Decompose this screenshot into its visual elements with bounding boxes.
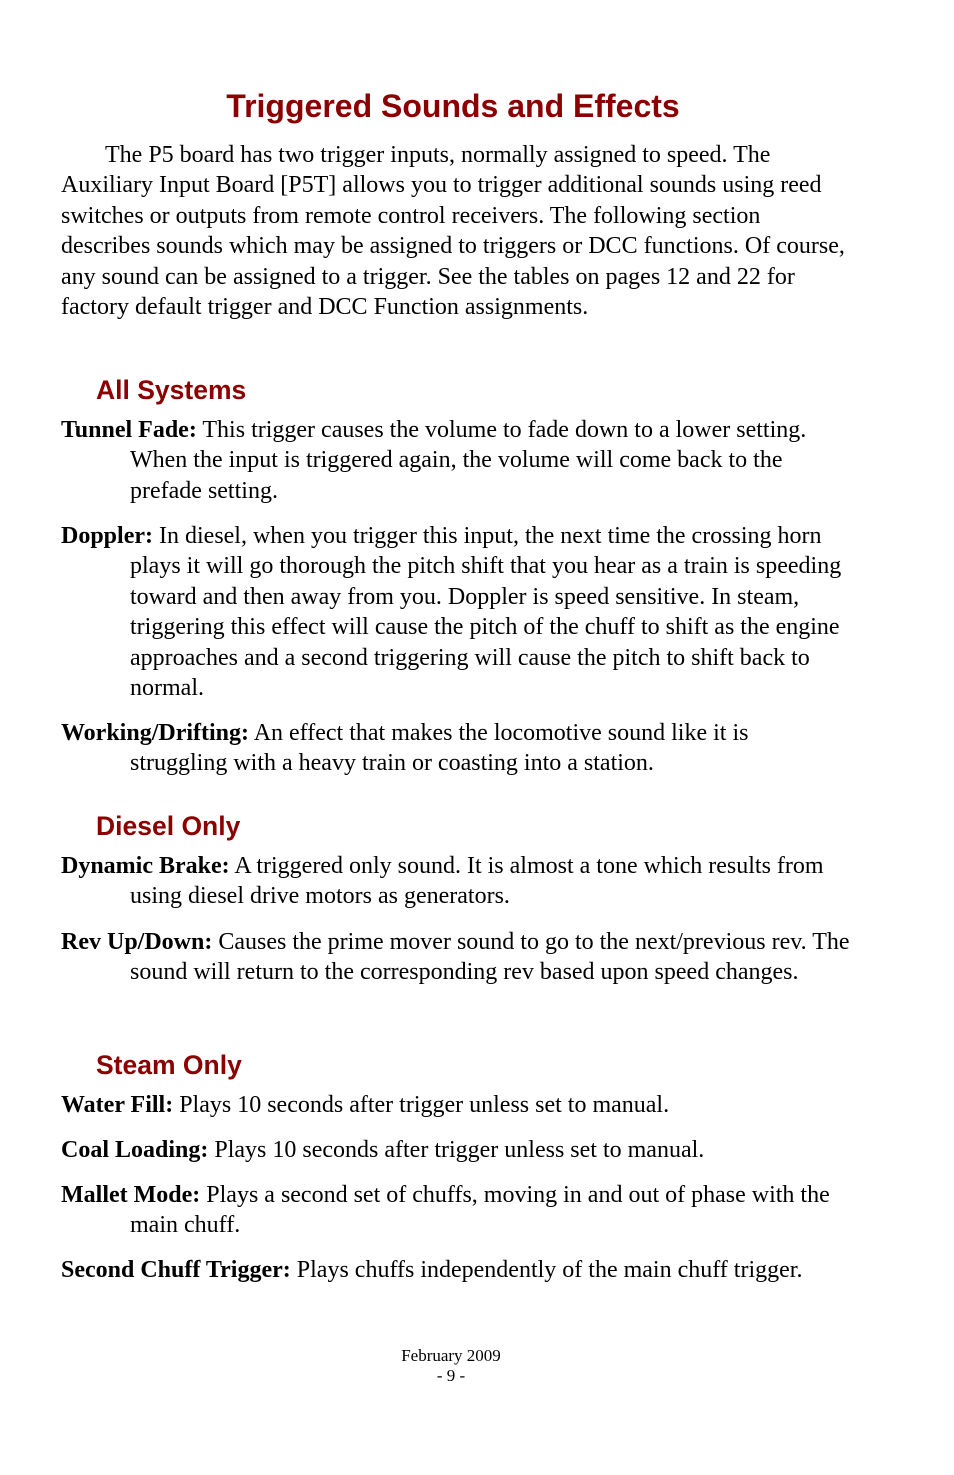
section-heading-diesel-only: Diesel Only [96, 811, 241, 841]
entry-text: Plays 10 seconds after trigger unless set to manual. [173, 1092, 670, 1118]
entry-working-drifting [61, 718, 851, 779]
entry-text: A triggered only sound. It is almost a tone which results from using diesel drive motors as generators. [130, 853, 824, 910]
entry-term: Tunnel Fade: [61, 417, 197, 443]
entry-text: Plays chuffs independently of the main chuff trigger. [290, 1257, 803, 1283]
page-number: - 9 - [436, 1366, 466, 1385]
entry-term: Water Fill: [61, 1092, 174, 1118]
entry-term: Doppler: [61, 523, 153, 549]
intro-paragraph: The P5 board has two trigger inputs, normally assigned to speed. The Auxiliary Input Board [P5T] allows you to trigger additional sounds using reed switches or outputs from remote control receivers. The following section describes sounds which may be assigned to triggers or DCC functions. Of course, any sound can be assigned to a trigger. See the tables on pages 12 and 22 for factory default trigger and DCC Function assignments. [61, 142, 845, 321]
entry-text: In diesel, when you trigger this input, the next time the crossing horn plays it will go thorough the pitch shift that you hear as a train is speeding toward and then away from you. Doppler is speed sensitive. In steam, triggering this effect will cause the pitch of the chuff to shift as the engine approaches and a second triggering will cause the pitch to shift back to normal. [130, 523, 842, 702]
entry-dynamic-brake [61, 851, 851, 912]
section-heading-steam-only: Steam Only [96, 1050, 242, 1080]
entry-term: Mallet Mode: [61, 1182, 201, 1208]
entry-text: Plays 10 seconds after trigger unless set to manual. [208, 1137, 705, 1163]
entry-term: Coal Loading: [61, 1137, 209, 1163]
entry-term: Second Chuff Trigger: [61, 1257, 291, 1283]
entry-term: Working/Drifting: [61, 720, 250, 746]
entry-text: Causes the prime mover sound to go to the next/previous rev. The sound will return to the corresponding rev based upon speed changes. [130, 929, 850, 986]
entry-rev-up-down [61, 927, 851, 988]
entry-term: Rev Up/Down: [61, 929, 213, 955]
entry-water-fill [61, 1090, 851, 1120]
entry-doppler [61, 521, 851, 703]
page-title: Triggered Sounds and Effects [226, 88, 680, 124]
section-heading-all-systems: All Systems [96, 375, 247, 405]
entry-second-chuff-trigger [61, 1255, 851, 1285]
entry-text: An effect that makes the locomotive sound like it is struggling with a heavy train or coasting into a station. [130, 720, 749, 777]
footer-date: February 2009 [401, 1346, 501, 1365]
entry-coal-loading [61, 1135, 851, 1165]
entry-text: Plays a second set of chuffs, moving in and out of phase with the main chuff. [130, 1182, 830, 1239]
entry-mallet-mode [61, 1180, 851, 1241]
entry-text: This trigger causes the volume to fade down to a lower setting. When the input is triggered again, the volume will come back to the prefade setting. [130, 417, 807, 504]
entry-tunnel-fade [61, 415, 851, 506]
entry-term: Dynamic Brake: [61, 853, 230, 879]
